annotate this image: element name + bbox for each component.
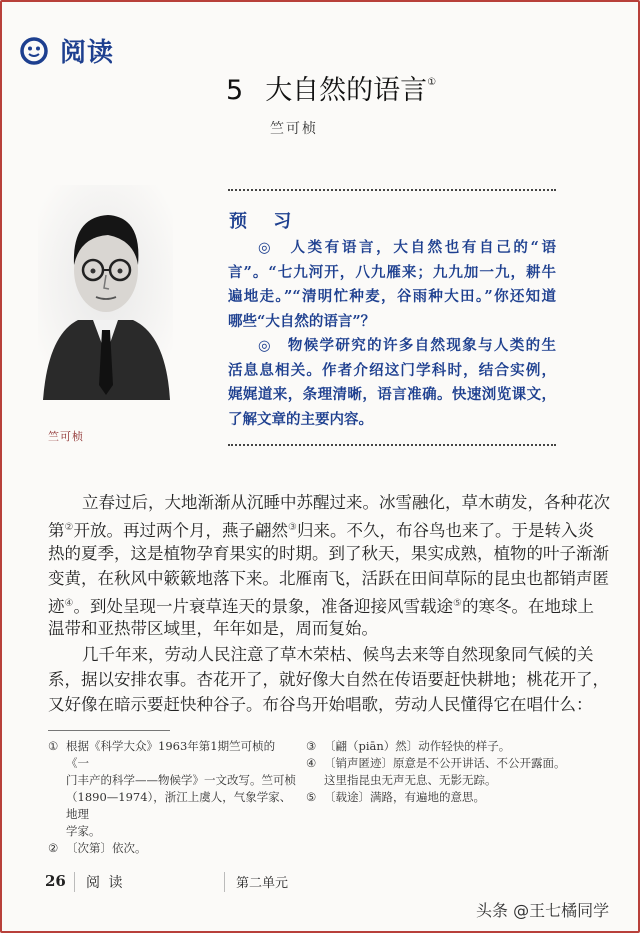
preview-line: 了解文章的主要内容。	[228, 410, 373, 428]
portrait-caption: 竺可桢	[48, 430, 84, 443]
footnote	[48, 840, 296, 857]
preview-line: 遍地走。”“清明忙种麦，谷雨种大田。”你还知道	[228, 288, 556, 305]
dotted-divider-top	[228, 189, 556, 191]
smiley-icon	[20, 37, 48, 65]
footnote-text	[324, 789, 485, 806]
footnote-ref: ③	[287, 522, 297, 534]
footnote-ref: ⑤	[452, 598, 462, 610]
author-portrait	[38, 185, 173, 400]
footnote-ref: ④	[64, 598, 74, 610]
lesson-title	[226, 68, 436, 107]
preview-box	[228, 236, 556, 432]
footer-divider	[74, 872, 75, 892]
footnote-number: ⑤	[306, 790, 317, 804]
unit-header	[20, 32, 114, 69]
footnote-line: （1890—1974），浙江上虞人，气象学家、地理	[66, 790, 292, 821]
preview-line: 活息息相关。作者介绍这门学科时，结合实例，	[228, 361, 556, 379]
body-line: 温带和亚热带区域里，年年如是，周而复始。	[48, 619, 378, 639]
body-line: 几千年来，劳动人民注意了草木荣枯、候鸟去来等自然现象同气候的关	[82, 644, 594, 664]
page-number: 26	[45, 872, 66, 890]
footnote-line: 〔载途〕满路，有遍地的意思。	[324, 790, 485, 804]
footnote-number: ②	[48, 841, 59, 855]
lesson-number: 5	[226, 75, 244, 106]
lesson-title-text: 大自然的语言	[265, 75, 428, 106]
preview-line: ◎ 物候学研究的许多自然现象与人类的生	[258, 337, 556, 354]
dotted-divider-bottom	[228, 444, 556, 446]
footnote-text	[324, 755, 566, 789]
footnote-ref: ②	[64, 522, 74, 534]
footnote-number: ④	[306, 756, 317, 770]
preview-line: 哪些“大自然的语言”？	[228, 312, 376, 330]
footer-section: 阅 读	[86, 875, 125, 891]
footer-unit: 第二单元	[236, 876, 289, 891]
body-line: 又好像在暗示要赶快种谷子。布谷鸟开始唱歌，劳动人民懂得它在唱什么：	[48, 695, 593, 715]
footnotes-left	[48, 738, 296, 857]
author: 竺可桢	[270, 121, 318, 137]
body-text	[48, 490, 610, 718]
footnote-number: ①	[48, 739, 59, 753]
footnote	[306, 755, 606, 789]
footnote-text	[66, 738, 296, 840]
footnote-text	[324, 738, 510, 755]
body-line: 变黄，在秋风中簌簌地落下来。北雁南飞，活跃在田间草际的昆虫也都销声匿	[48, 568, 609, 588]
footnote-line: 〔翩（piān）然〕动作轻快的样子。	[324, 739, 511, 753]
footnote-line: 门丰产的科学——物候学》一文改写。竺可桢	[66, 773, 296, 787]
preview-line: 言”。“七九河开，八九雁来；九九加一九，耕牛	[228, 263, 556, 281]
footnote-line: 〔销声匿迹〕原意是不公开讲话、不公开露面。	[324, 756, 566, 770]
preview-heading: 预 习	[229, 211, 302, 232]
footnote-number: ③	[306, 739, 317, 753]
body-line: 立春过后，大地渐渐从沉睡中苏醒过来。冰雪融化，草木萌发，各种花次	[82, 493, 610, 512]
footnote-rule	[48, 730, 170, 731]
unit-label: 阅读	[60, 38, 115, 68]
footer-divider	[224, 872, 225, 892]
footnote	[48, 738, 296, 840]
body-line: 迹④。到处呈现一片衰草连天的景象，准备迎接风雪载途⑤的寒冬。在地球上	[48, 597, 594, 617]
preview-line: ◎ 人类有语言，大自然也有自己的“语	[258, 239, 556, 256]
title-footnote-ref: ①	[427, 77, 437, 88]
footnote	[306, 789, 606, 806]
footnotes-right	[306, 738, 606, 806]
body-line: 热的夏季，这是植物孕育果实的时期。到了秋天，果实成熟，植物的叶子渐渐	[48, 543, 609, 563]
preview-line: 娓娓道来，条理清晰，语言准确。快速浏览课文，	[228, 386, 556, 403]
footnote-text	[66, 840, 147, 857]
footnote	[306, 738, 606, 755]
body-line: 第②开放。再过两个月，燕子翩然③归来。不久，布谷鸟也来了。于是转入炎	[48, 521, 594, 541]
footnote-line: 这里指昆虫无声无息、无影无踪。	[324, 773, 497, 787]
body-line: 系，据以安排农事。杏花开了，就好像大自然在传语要赶快耕地；桃花开了，	[48, 670, 609, 690]
watermark: 头条 @王七橘同学	[476, 901, 610, 920]
footnote-line: 学家。	[66, 824, 101, 838]
footnote-line: 〔次第〕依次。	[66, 841, 147, 855]
footnote-line: 根据《科学大众》1963年第1期竺可桢的《一	[66, 739, 276, 770]
